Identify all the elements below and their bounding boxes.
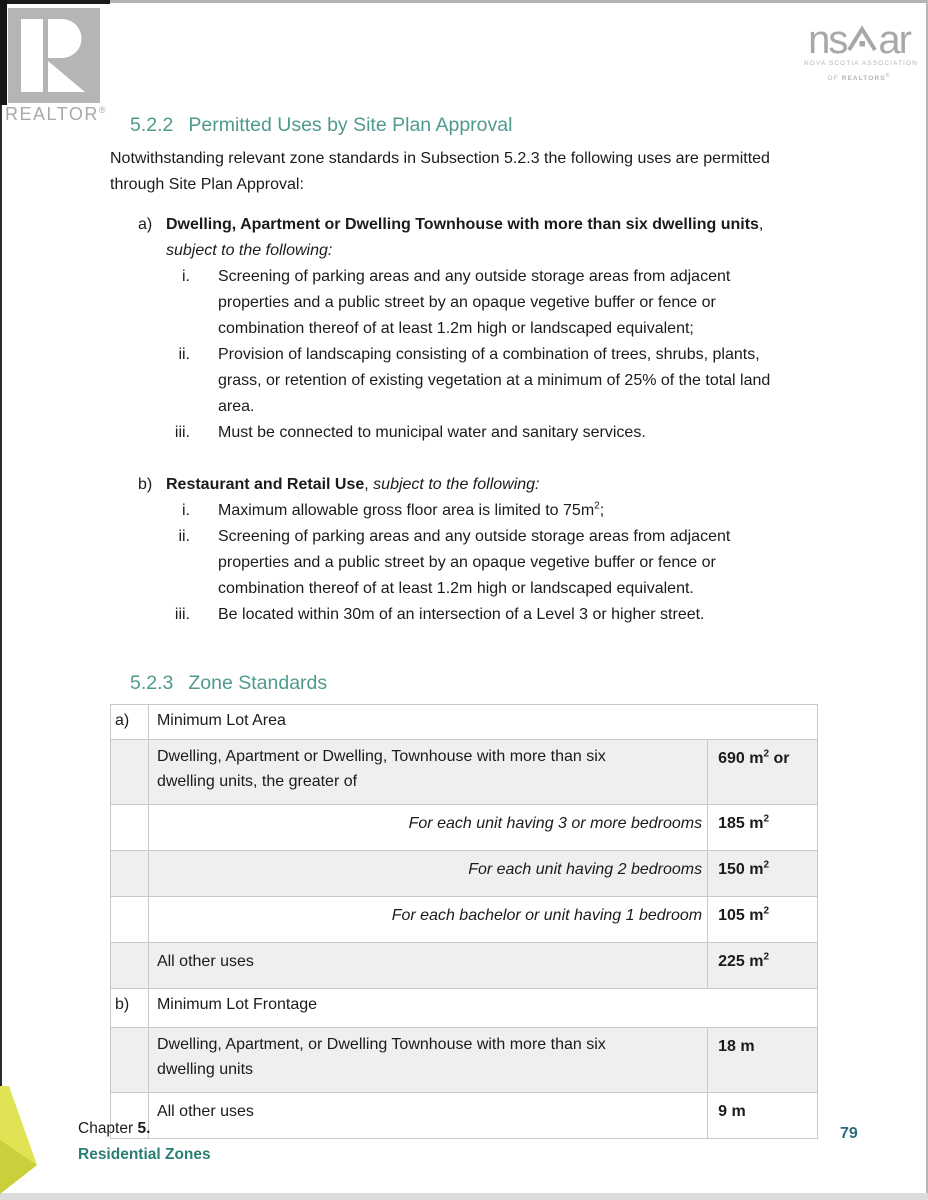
list-item-text: Restaurant and Retail Use, subject to the following: [166, 476, 540, 493]
table-row [111, 740, 818, 805]
list-item [166, 264, 818, 342]
table-row [111, 943, 818, 989]
footer-chapter-title: Residential Zones [78, 1146, 211, 1163]
house-roof-icon [847, 24, 877, 54]
nsar-tagline-line2: OF REALTORS® [827, 73, 891, 83]
footer-chapter-line: Chapter 5. [78, 1120, 151, 1137]
page-left-edge-dark [0, 0, 7, 105]
nsar-mark-ar: ar [878, 18, 910, 62]
table-row [111, 851, 818, 897]
table-cell-value: 9 m [708, 1093, 818, 1139]
section-heading-zone-standards [130, 671, 818, 695]
nsar-tagline-line1: NOVA SCOTIA ASSOCIATION [804, 60, 918, 67]
table-cell-letter: b) [111, 989, 149, 1028]
list-marker: iii. [174, 606, 190, 623]
list-marker: i. [182, 268, 190, 285]
table-cell-label: Minimum Lot Frontage [148, 989, 817, 1028]
realtor-wordmark: REALTOR® [5, 104, 106, 124]
list-marker: iii. [174, 424, 190, 441]
table-cell-value: 150 $m^2$ [708, 851, 818, 897]
table-cell-letter: a) [111, 705, 149, 740]
table-cell-letter [111, 897, 149, 943]
registered-mark: ® [885, 73, 891, 79]
registered-mark: ® [98, 105, 106, 115]
table-row [111, 897, 818, 943]
table-cell-letter [111, 943, 149, 989]
list-item-text: Dwelling, Apartment or Dwelling Townhouse with more than six dwelling units, subject to the following: [166, 216, 764, 259]
page-left-edge [0, 0, 2, 1087]
realtor-block-r-icon [8, 8, 108, 103]
list-marker: ii. [178, 528, 190, 545]
list-item [166, 342, 818, 420]
table-cell-description: For each unit having 3 or more bedrooms [148, 805, 707, 851]
table-row-header-b [111, 989, 818, 1028]
page-bottom-edge [0, 1193, 928, 1200]
list-item-text: Provision of landscaping consisting of a combination of trees, shrubs, plants, grass, or retention of existing vegetation at a minimum of 25% of the total land area. [218, 346, 771, 415]
table-cell-description: All other uses [148, 943, 707, 989]
list-item [166, 498, 818, 524]
table-cell-value: 185 $m^2$ [708, 805, 818, 851]
page-top-edge [0, 0, 928, 3]
zone-standards-table [110, 704, 818, 1139]
table-cell-value: 105 $m^2$ [708, 897, 818, 943]
footer-chapter [78, 1116, 211, 1168]
list-item [166, 524, 818, 602]
chapter-chevron-icon [0, 1086, 38, 1199]
table-cell-description: All other uses [148, 1093, 707, 1139]
section-number: 5.2.3 [130, 672, 174, 694]
list-marker: i. [182, 502, 190, 519]
list-item [166, 602, 818, 628]
table-row-header-a [111, 705, 818, 740]
table-cell-letter [111, 805, 149, 851]
table-cell-letter [111, 740, 149, 805]
realtor-logo [5, 8, 108, 125]
list-item-text: Screening of parking areas and any outside storage areas from adjacent properties and a public street by an opaque vegetive buffer or fence or combination thereof of at least 1.2m high or landscaped equivalent. [218, 528, 731, 597]
table-cell-value: 225 $m^2$ [708, 943, 818, 989]
list-item-b [138, 472, 818, 498]
table-row [111, 1028, 818, 1093]
table-cell-description: Dwelling, Apartment, or Dwelling Townhouse with more than six dwelling units [148, 1028, 707, 1093]
list-item-text: Must be connected to municipal water and sanitary services. [218, 424, 646, 441]
list-item-text: Maximum allowable gross floor area is limited to $75m^2$; [218, 500, 605, 519]
section-number: 5.2.2 [130, 114, 174, 136]
nsar-wordmark [804, 18, 914, 62]
table-cell-value: 690 $m^2$ or [708, 740, 818, 805]
list-item-text: Be located within 30m of an intersection of a Level 3 or higher street. [218, 606, 705, 623]
list-marker: ii. [178, 346, 190, 363]
list-marker: b) [138, 476, 153, 493]
list-item [166, 420, 818, 446]
section-title: Permitted Uses by Site Plan Approval [188, 114, 513, 136]
table-cell-description: For each unit having 2 bedrooms [148, 851, 707, 897]
table-cell-description: Dwelling, Apartment or Dwelling, Townhouse with more than six dwelling units, the greater of [148, 740, 707, 805]
list-item-a [138, 212, 818, 264]
section-title: Zone Standards [188, 672, 328, 694]
table-cell-description: For each bachelor or unit having 1 bedroom [148, 897, 707, 943]
table-cell-value: 18 m [708, 1028, 818, 1093]
table-row [111, 805, 818, 851]
table-cell-letter [111, 1028, 149, 1093]
list-item-text: Screening of parking areas and any outside storage areas from adjacent properties and a public street by an opaque vegetive buffer or fence or combination thereof of at least 1.2m high or landscaped equivalent; [218, 268, 731, 337]
nsar-mark-ns: ns [808, 18, 847, 62]
section-heading-permitted-uses [130, 113, 818, 137]
roman-list-b [166, 498, 818, 628]
content-column [110, 113, 818, 1139]
intro-paragraph: Notwithstanding relevant zone standards in Subsection 5.2.3 the following uses are permitted through Site Plan Approval: [110, 150, 770, 193]
table-cell-letter [111, 851, 149, 897]
table-row [111, 1093, 818, 1139]
nsar-logo [804, 18, 918, 83]
roman-list-a [166, 264, 818, 446]
list-marker: a) [138, 216, 153, 233]
page-number: 79 [840, 1125, 858, 1142]
page-top-edge-dark [0, 0, 110, 4]
table-cell-label: Minimum Lot Area [148, 705, 817, 740]
